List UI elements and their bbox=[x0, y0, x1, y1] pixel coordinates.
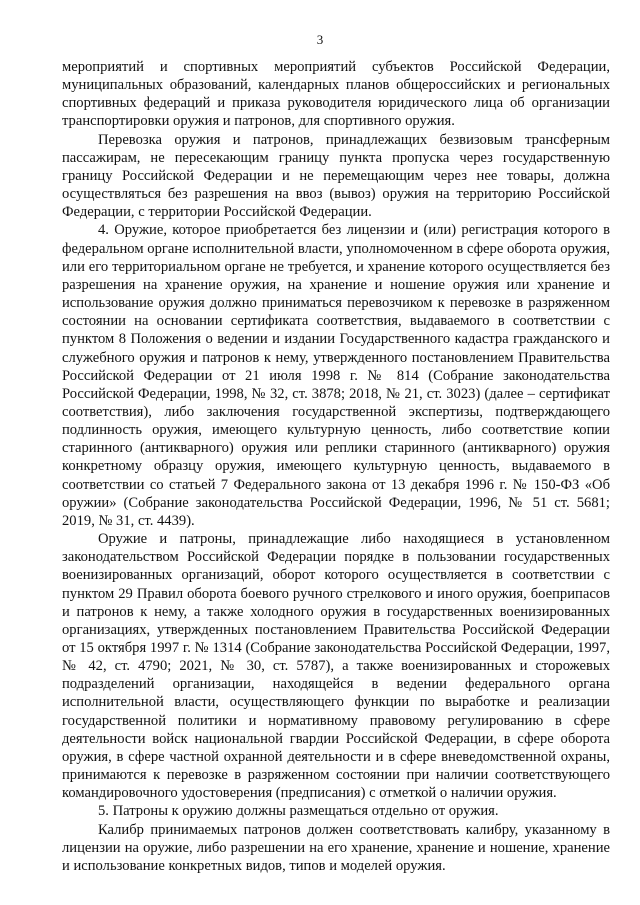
paragraph-item-5: 5. Патроны к оружию должны размещаться отдельно от оружия. bbox=[98, 803, 499, 820]
paragraph-caliber: Калибр принимаемых патронов должен соответствовать калибру, указанному в лицензии на оружие, либо разрешении на его хранение, хранение и ношение, хранение и использование конкретных видов, типов и моделей оружия. bbox=[62, 821, 610, 874]
paragraph-transfer-passengers: Перевозка оружия и патронов, принадлежащих безвизовым трансферным пассажирам, не пересекающим границу пункта пропуска через государственную границу Российской Федерации и не перемещающим через нее товары, должна осуществляться без разрешения на ввоз (вывоз) оружия на территорию Российской Федерации, с территории Российской Федерации. bbox=[62, 131, 610, 221]
paragraph-continuation: мероприятий и спортивных мероприятий субъектов Российской Федерации, муниципальных образований, календарных планов общероссийских и региональных спортивных федераций и приказа руководителя юридического лица об организации транспортировки оружия и патронов, для спортивного оружия. bbox=[62, 59, 610, 130]
paragraph-military-organizations: Оружие и патроны, принадлежащие либо находящиеся в установленном законодательством Российской Федерации порядке в пользовании государственных военизированных организаций, оборот которого осуществляется в соответствии с пунктом 29 Правил оборота боевого ручного стрелкового и иного оружия, боеприпасов и патронов к нему, а также холодного оружия в государственных военизированных организациях, утвержденных постановлением Правительства Российской Федерации от 15 октября 1997 г. № 1314 (Собрание законодательства Российской Федерации, 1997, № 42, ст. 4790; 2021, № 30, ст. 5787), а также военизированных и сторожевых подразделений организации, находящейся в ведении федерального органа исполнительной власти, осуществляющего функции по выработке и реализации государственной политики и нормативному правовому регулированию в сфере деятельности войск национальной гвардии Российской Федерации, в сфере оборота оружия, в сфере частной охранной деятельности и в сфере вневедомственной охраны, принимаются к перевозке в разряженном состоянии при наличии соответствующего командировочного удостоверения (предписания) с отметкой о наличии оружия. bbox=[62, 531, 610, 802]
paragraph-item-4: 4. Оружие, которое приобретается без лицензии и (или) регистрация которого в федеральном органе исполнительной власти, уполномоченном в сфере оборота оружия, или его территориальном органе не требуется, и хранение которого осуществляется без разрешения на хранение оружия, на хранение и ношение оружия или хранение и использование оружия должно приниматься перевозчиком к перевозке в разряженном состоянии на основании сертификата соответствия, выдаваемого в соответствии с пунктом 8 Положения о ведении и издании Государственного кадастра гражданского и служебного оружия и патронов к нему, утвержденного постановлением Правительства Российской Федерации от 21 июля 1998 г. № 814 (Собрание законодательства Российской Федерации, 1998, № 32, ст. 3878; 2018, № 21, ст. 3023) (далее – сертификат соответствия), либо заключения государственной экспертизы, подтверждающего подлинность оружия, имеющего культурную ценность, либо соответствие копии старинного (антикварного) оружия или реплики старинного (антикварного) оружия конкретному образцу оружия, имеющего культурную ценность, выдаваемого в соответствии со статьей 7 Федерального закона от 13 декабря 1996 г. № 150-ФЗ «Об оружии» (Собрание законодательства Российской Федерации, 1996, № 51 ст. 5681; 2019, № 31, ст. 4439). bbox=[62, 222, 610, 529]
document-body bbox=[62, 58, 610, 875]
page-number: 3 bbox=[316, 32, 324, 47]
